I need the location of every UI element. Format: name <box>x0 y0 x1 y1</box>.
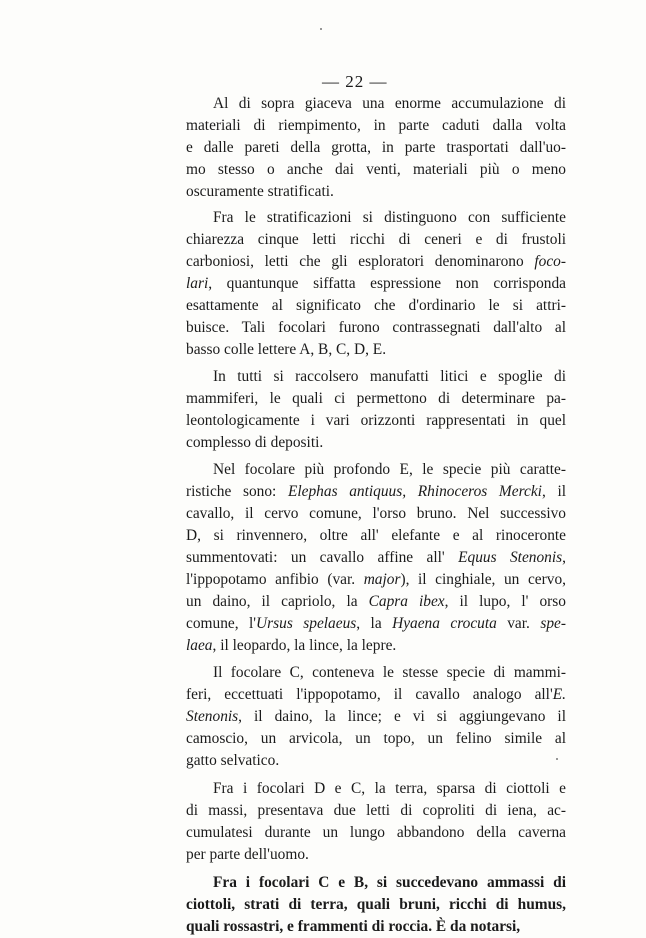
text-line <box>186 916 566 938</box>
text-line <box>186 800 566 822</box>
italic-text: Elephas antiquus, Rhinoceros Mercki <box>287 483 542 500</box>
text-run: Fra le stratificazioni si distinguono con sufficiente <box>213 209 566 226</box>
text-line <box>186 207 566 229</box>
text-run: mammiferi, le quali ci permettono di determinare pa- <box>186 390 566 407</box>
text-run: , il <box>541 483 566 500</box>
text-line <box>186 872 566 894</box>
text-line <box>186 503 566 525</box>
text-run: cavallo, il cervo comune, l'orso bruno. Nel successivo <box>186 505 566 522</box>
text-line <box>186 388 566 410</box>
text-run: ciottoli, strati di terra, quali bruni, ricchi di humus, <box>186 896 566 913</box>
text-run: chiarezza cinque letti ricchi di ceneri e di frustoli <box>186 231 566 248</box>
text-line <box>186 684 566 706</box>
text-line <box>186 844 566 866</box>
page-number: — 22 — <box>322 72 388 91</box>
text-line <box>186 706 566 728</box>
text-run: ), il cinghiale, un cervo, <box>400 571 566 588</box>
text-run: , quantunque siffatta espressione non corrisponda <box>208 275 566 292</box>
paragraph <box>186 366 566 454</box>
italic-text: Hyaena crocuta <box>392 615 497 632</box>
italic-text: Ursus spelaeus <box>256 615 357 632</box>
text-line <box>186 525 566 547</box>
text-line <box>186 728 566 750</box>
text-run: complesso di depositi. <box>186 434 324 451</box>
text-run: di massi, presentava due letti di coproliti di iena, ac- <box>186 802 566 819</box>
text-line <box>186 159 566 181</box>
text-run: comune, l' <box>186 615 257 632</box>
text-run: cumulatesi durante un lungo abbandono della caverna <box>186 824 566 841</box>
text-run: un daino, il capriolo, la <box>186 593 369 610</box>
text-run: Il focolare C, conteneva le stesse specie di mammi- <box>213 664 566 681</box>
text-line <box>186 410 566 432</box>
paragraph <box>186 778 566 866</box>
text-line <box>186 750 566 772</box>
text-line <box>186 115 566 137</box>
text-run: e dalle pareti della grotta, in parte trasportati dall'uo- <box>186 139 566 156</box>
italic-text: major <box>363 571 401 588</box>
italic-text: Stenonis <box>186 708 239 725</box>
text-line <box>186 459 566 481</box>
text-run: oscuramente stratificati. <box>186 183 334 200</box>
text-run: , <box>562 549 566 566</box>
text-line <box>186 366 566 388</box>
text-run: Nel focolare più profondo E, le specie più caratte- <box>213 461 566 478</box>
text-run: D, si rinvennero, oltre all' elefante e al rinoceronte <box>186 527 566 544</box>
text-run: summentovati: un cavallo affine all' <box>186 549 459 566</box>
text-line <box>186 317 566 339</box>
text-line <box>186 894 566 916</box>
text-run: var. <box>496 615 541 632</box>
paragraph <box>186 662 566 772</box>
paragraph <box>186 93 566 203</box>
italic-text: laea <box>186 637 213 654</box>
text-run: l'ippopotamo anfibio (var. <box>186 571 364 588</box>
italic-text: Equus Stenonis <box>458 549 563 566</box>
text-line <box>186 569 566 591</box>
text-run: In tutti si raccolsero manufatti litici e spoglie di <box>213 368 566 385</box>
text-run: mo stesso o anche dai venti, materiali più o meno <box>186 161 566 178</box>
text-line <box>186 613 566 635</box>
text-line <box>186 778 566 800</box>
text-line <box>186 591 566 613</box>
text-line <box>186 181 566 203</box>
text-run: , il lupo, l' orso <box>444 593 566 610</box>
body-text <box>186 93 566 938</box>
text-line <box>186 481 566 503</box>
text-run: leontologicamente i vari orizzonti rappresentati in quel <box>186 412 566 429</box>
text-line <box>186 93 566 115</box>
italic-text: E. <box>552 686 566 703</box>
paper-speck <box>556 758 558 760</box>
text-line <box>186 822 566 844</box>
italic-text: foco- <box>534 253 566 270</box>
text-run: carboniosi, letti che gli esploratori denominarono <box>186 253 535 270</box>
text-run: , il daino, la lince; e vi si aggiungevano il <box>238 708 566 725</box>
text-line <box>186 137 566 159</box>
text-run: ristiche sono: <box>186 483 288 500</box>
text-run: feri, eccettuati l'ippopotamo, il cavallo analogo all' <box>186 686 553 703</box>
paragraph <box>186 872 566 938</box>
text-run: gatto selvatico. <box>186 752 280 769</box>
text-line <box>186 251 566 273</box>
text-run: buisce. Tali focolari furono contrassegnati dall'alto al <box>186 319 566 336</box>
text-run: per parte dell'uomo. <box>186 846 309 863</box>
text-line <box>186 295 566 317</box>
text-run: Fra i focolari D e C, la terra, sparsa di ciottoli e <box>213 780 566 797</box>
text-line <box>186 662 566 684</box>
text-run: , il leopardo, la lince, la lepre. <box>212 637 397 654</box>
text-run: quali rossastri, e frammenti di roccia. È da notarsi, <box>186 918 521 935</box>
text-line <box>186 547 566 569</box>
text-run: Fra i focolari C e B, si succedevano ammassi di <box>213 874 566 891</box>
text-run: esattamente al significato che d'ordinario le si attri- <box>186 297 566 314</box>
paragraph <box>186 459 566 657</box>
text-run: basso colle lettere A, B, C, D, E. <box>186 341 387 358</box>
text-line <box>186 273 566 295</box>
paper-speck <box>320 28 322 30</box>
paragraph <box>186 207 566 361</box>
text-run: camoscio, un arvicola, un topo, un felino simile al <box>186 730 566 747</box>
text-line <box>186 635 566 657</box>
text-line <box>186 229 566 251</box>
italic-text: lari <box>186 275 209 292</box>
text-run: Al di sopra giaceva una enorme accumulazione di <box>213 95 566 112</box>
text-line <box>186 339 566 361</box>
italic-text: Capra ibex <box>368 593 445 610</box>
text-run: , la <box>356 615 393 632</box>
italic-text: spe- <box>540 615 566 632</box>
text-run: materiali di riempimento, in parte caduti dalla volta <box>186 117 566 134</box>
text-line <box>186 432 566 454</box>
